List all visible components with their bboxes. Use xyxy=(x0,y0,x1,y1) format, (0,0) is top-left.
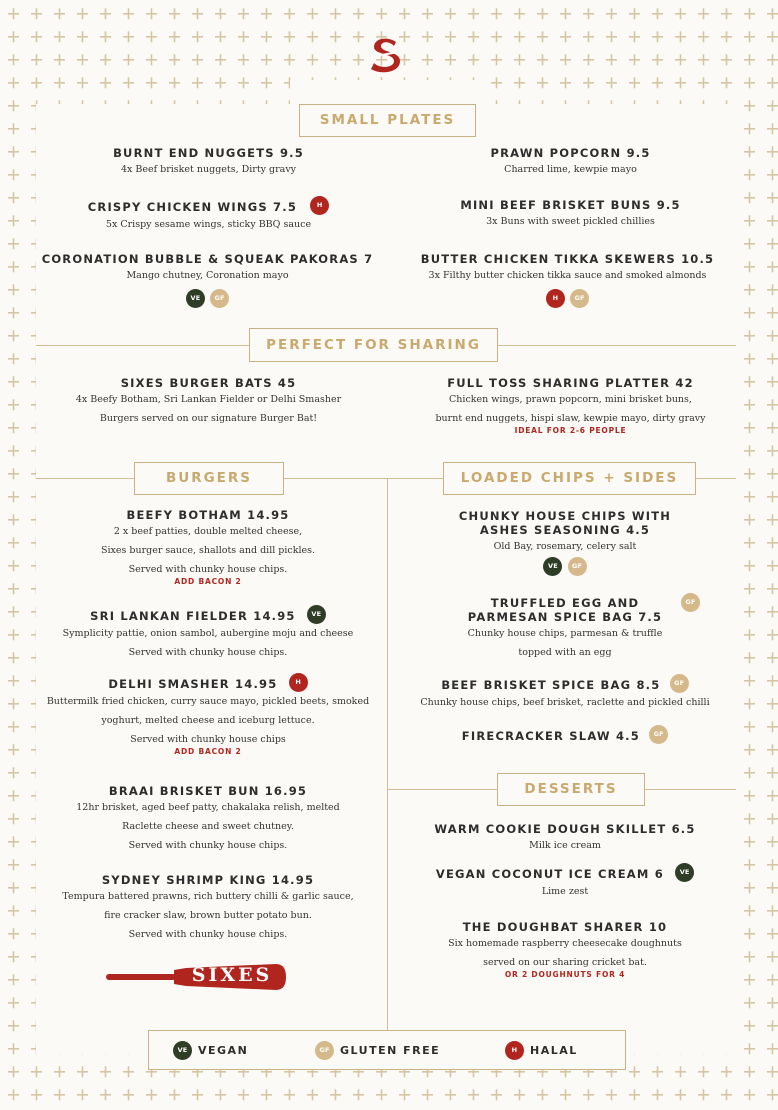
menu-item xyxy=(398,376,743,435)
burgers-heading: BURGERS xyxy=(134,462,284,495)
item-desc: Buttermilk fried chicken, curry sauce mayo, pickled beets, smoked xyxy=(46,696,370,707)
item-title: PARMESAN SPICE BAG 7.5 xyxy=(467,610,663,624)
item-desc: Chicken wings, prawn popcorn, mini brisket buns, xyxy=(449,394,692,405)
item-title: DELHI SMASHER 14.95 xyxy=(108,677,278,691)
menu-item xyxy=(390,252,745,308)
legend-gluten-free: GLUTEN FREE xyxy=(340,1044,441,1057)
sharing-heading: PERFECT FOR SHARING xyxy=(249,328,498,362)
item-desc: Six homemade raspberry cheesecake doughnuts xyxy=(448,938,682,949)
item-title: FIRECRACKER SLAW 4.5 xyxy=(461,729,640,743)
vegan-badge-icon: VE xyxy=(543,557,562,576)
item-desc: Chunky house chips, beef brisket, raclette and pickled chilli xyxy=(420,697,710,708)
item-desc: Mango chutney, Coronation mayo xyxy=(126,270,289,281)
item-desc: Served with chunky house chips xyxy=(130,734,286,745)
halal-badge-icon: H xyxy=(546,289,565,308)
menu-item xyxy=(390,729,740,744)
menu-item xyxy=(390,822,740,855)
item-title: BEEFY BOTHAM 14.95 xyxy=(126,508,290,522)
sixes-s-logo-icon xyxy=(366,34,406,74)
menu-item xyxy=(28,784,388,855)
item-desc: burnt end nuggets, hispi slaw, kewpie mayo, dirty gravy xyxy=(435,413,706,424)
item-title: WARM COOKIE DOUGH SKILLET 6.5 xyxy=(434,822,696,836)
item-desc: Served with chunky house chips. xyxy=(128,564,288,575)
item-desc: Milk ice cream xyxy=(529,840,601,851)
legend-halal: HALAL xyxy=(530,1044,578,1057)
vegan-badge-icon: VE xyxy=(186,289,205,308)
halal-badge-icon: H xyxy=(289,673,308,692)
menu-item xyxy=(28,609,388,662)
item-title: BRAAI BRISKET BUN 16.95 xyxy=(108,784,308,798)
item-desc: 4x Beefy Botham, Sri Lankan Fielder or Delhi Smasher xyxy=(75,394,342,405)
menu-item xyxy=(398,146,743,179)
item-desc: Symplicity pattie, onion sambol, aubergine moju and cheese xyxy=(62,628,354,639)
item-desc: 2 x beef patties, double melted cheese, xyxy=(113,526,303,537)
menu-item xyxy=(36,200,381,234)
item-title: FULL TOSS SHARING PLATTER 42 xyxy=(447,376,694,390)
item-desc: yoghurt, melted cheese and iceburg lettuce. xyxy=(101,715,315,726)
item-title: CORONATION BUBBLE & SQUEAK PAKORAS 7 xyxy=(41,252,374,266)
item-title: CRISPY CHICKEN WINGS 7.5 xyxy=(87,200,298,214)
gluten-free-badge-icon: GF xyxy=(681,593,700,612)
menu-item xyxy=(398,198,743,231)
item-title: BUTTER CHICKEN TIKKA SKEWERS 10.5 xyxy=(420,252,715,266)
item-title: THE DOUGHBAT SHARER 10 xyxy=(462,920,668,934)
legend-vegan: VEGAN xyxy=(198,1044,249,1057)
item-title: PRAWN POPCORN 9.5 xyxy=(490,146,651,160)
item-title: BEEF BRISKET SPICE BAG 8.5 xyxy=(441,678,661,692)
sides-heading: LOADED CHIPS + SIDES xyxy=(443,462,696,495)
menu-item xyxy=(390,920,740,979)
gluten-free-badge-icon: GF xyxy=(570,289,589,308)
menu-item xyxy=(20,252,395,308)
menu-item xyxy=(36,146,381,179)
item-title: SYDNEY SHRIMP KING 14.95 xyxy=(101,873,315,887)
item-title: CHUNKY HOUSE CHIPS WITH xyxy=(458,509,672,523)
gluten-free-badge-icon: GF xyxy=(670,674,689,693)
item-note: OR 2 DOUGHNUTS FOR 4 xyxy=(504,970,626,979)
item-desc: 3x Buns with sweet pickled chillies xyxy=(486,216,655,227)
vegan-badge-icon: VE xyxy=(675,863,694,882)
item-note: IDEAL FOR 2-6 PEOPLE xyxy=(514,426,627,435)
item-desc: Lime zest xyxy=(541,886,589,897)
item-desc: served on our sharing cricket bat. xyxy=(483,957,647,968)
item-title: SIXES BURGER BATS 45 xyxy=(120,376,297,390)
gluten-free-badge-icon: GF xyxy=(315,1041,334,1060)
item-title: MINI BEEF BRISKET BUNS 9.5 xyxy=(460,198,681,212)
item-desc: Chunky house chips, parmesan & truffle xyxy=(467,628,663,639)
desserts-heading: DESSERTS xyxy=(497,773,645,806)
item-note: ADD BACON 2 xyxy=(174,577,242,586)
item-title: TRUFFLED EGG AND xyxy=(490,596,640,610)
item-desc: Tempura battered prawns, rich buttery chilli & garlic sauce, xyxy=(62,891,354,902)
menu-item xyxy=(28,508,388,586)
vegan-badge-icon: VE xyxy=(307,605,326,624)
gluten-free-badge-icon: GF xyxy=(649,725,668,744)
small-plates-heading: SMALL PLATES xyxy=(299,104,476,137)
halal-badge-icon: H xyxy=(310,196,329,215)
menu-item xyxy=(36,376,381,428)
item-desc: 4x Beef brisket nuggets, Dirty gravy xyxy=(120,164,297,175)
item-desc: Served with chunky house chips. xyxy=(128,840,288,851)
item-desc: Old Bay, rosemary, celery salt xyxy=(493,541,637,552)
item-desc: Charred lime, kewpie mayo xyxy=(504,164,637,175)
gluten-free-badge-icon: GF xyxy=(210,289,229,308)
item-title: SRI LANKAN FIELDER 14.95 xyxy=(90,609,296,623)
item-title: ASHES SEASONING 4.5 xyxy=(479,523,651,537)
bat-label: SIXES xyxy=(191,964,273,986)
item-note: ADD BACON 2 xyxy=(174,747,242,756)
halal-badge-icon: H xyxy=(505,1041,524,1060)
item-desc: Raclette cheese and sweet chutney. xyxy=(122,821,294,832)
item-desc: topped with an egg xyxy=(518,647,612,658)
item-title: BURNT END NUGGETS 9.5 xyxy=(113,146,304,160)
menu-item xyxy=(28,873,388,944)
menu-item xyxy=(390,867,740,901)
item-desc: Served with chunky house chips. xyxy=(128,647,288,658)
vegan-badge-icon: VE xyxy=(173,1041,192,1060)
item-title: VEGAN COCONUT ICE CREAM 6 xyxy=(435,867,664,881)
gluten-free-badge-icon: GF xyxy=(568,557,587,576)
item-desc: 3x Filthy butter chicken tikka sauce and smoked almonds xyxy=(428,270,707,281)
menu-item xyxy=(390,678,740,712)
item-desc: Served with chunky house chips. xyxy=(128,929,288,940)
item-desc: 12hr brisket, aged beef patty, chakalaka relish, melted xyxy=(76,802,340,813)
item-desc: Burgers served on our signature Burger Bat! xyxy=(99,413,318,424)
item-desc: Sixes burger sauce, shallots and dill pickles. xyxy=(100,545,316,556)
menu-item xyxy=(390,509,740,576)
item-desc: 5x Crispy sesame wings, sticky BBQ sauce xyxy=(105,219,312,230)
menu-item xyxy=(28,677,388,756)
item-desc: fire cracker slaw, brown butter potato bun. xyxy=(104,910,312,921)
dietary-legend xyxy=(148,1030,626,1070)
